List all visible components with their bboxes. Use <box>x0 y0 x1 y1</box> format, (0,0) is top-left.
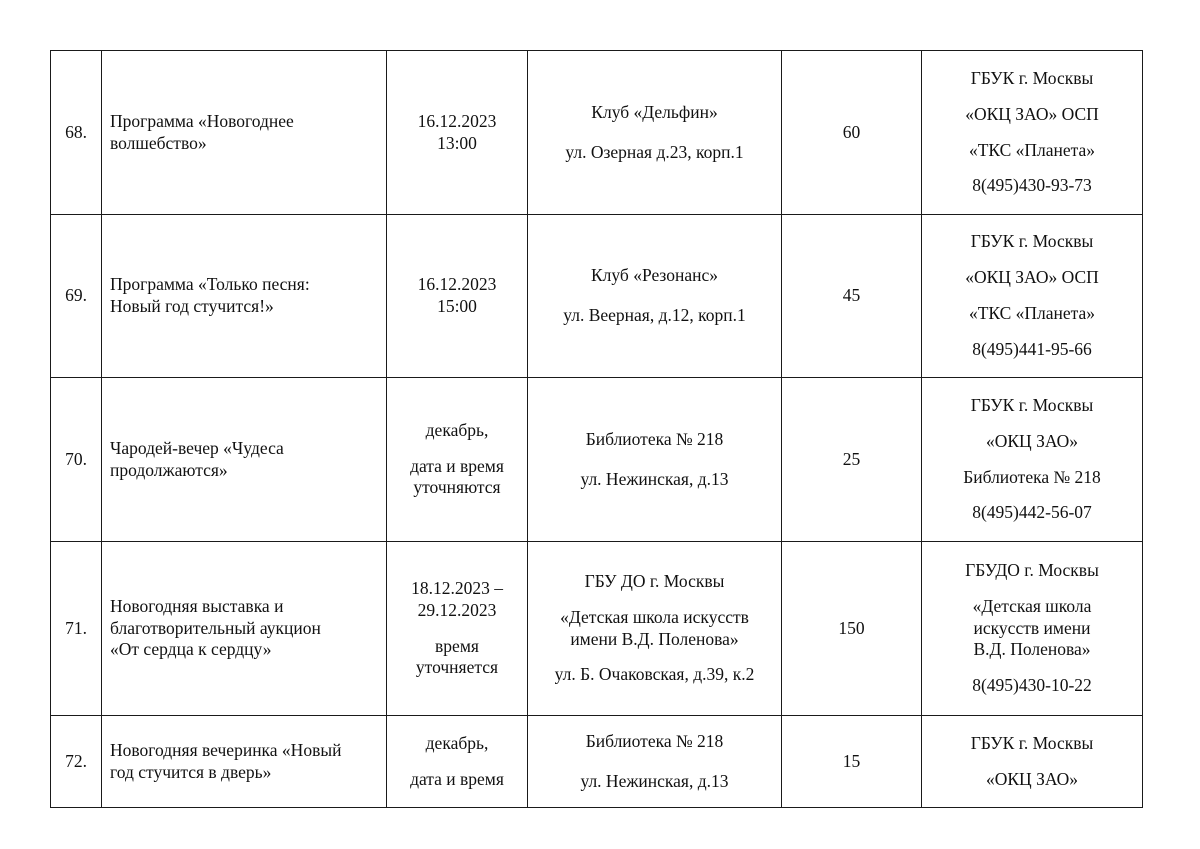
organizer-line: «ОКЦ ЗАО» ОСП <box>965 267 1099 288</box>
event-date-line: 18.12.2023 – <box>411 577 503 598</box>
event-date-line: дата и время <box>410 768 504 789</box>
event-place-line: ул. Озерная д.23, корп.1 <box>565 141 744 162</box>
participant-count: 150 <box>782 542 922 716</box>
event-title-line: Новый год стучится!» <box>110 296 274 316</box>
organizer <box>922 378 1143 542</box>
event-place-line: ул. Нежинская, д.13 <box>580 770 729 791</box>
event-date-line: уточняются <box>413 477 501 498</box>
organizer-line: ГБУК г. Москвы <box>970 732 1094 753</box>
event-title-line: Программа «Только песня: <box>110 274 310 295</box>
event-place-line: имени В.Д. Поленова» <box>570 628 739 649</box>
event-date-line: декабрь, <box>425 732 489 753</box>
row-number: 70. <box>51 378 102 542</box>
organizer-line: ГБУК г. Москвы <box>970 231 1094 252</box>
row-number: 71. <box>51 542 102 716</box>
event-date-line: 13:00 <box>437 132 477 153</box>
event-title-line: Новогодняя вечеринка «Новый <box>110 739 342 760</box>
event-title <box>102 378 387 542</box>
row-number: 69. <box>51 215 102 378</box>
organizer-line: 8(495)442-56-07 <box>972 502 1092 523</box>
organizer-line: Библиотека № 218 <box>963 466 1101 487</box>
event-place <box>528 716 782 808</box>
event-date-line: 16.12.2023 <box>417 274 497 295</box>
event-title-line: Программа «Новогоднее <box>110 110 294 131</box>
event-place-line: ул. Нежинская, д.13 <box>580 468 729 489</box>
organizer-line: 8(495)430-93-73 <box>972 175 1092 196</box>
event-date <box>387 716 528 808</box>
event-title <box>102 542 387 716</box>
event-place-line: Клуб «Дельфин» <box>591 101 718 122</box>
row-number: 72. <box>51 716 102 808</box>
organizer <box>922 51 1143 215</box>
organizer-line: «ОКЦ ЗАО» <box>986 430 1078 451</box>
organizer <box>922 215 1143 378</box>
organizer-line: «ТКС «Планета» <box>968 139 1096 160</box>
organizer-line: 8(495)430-10-22 <box>972 675 1092 696</box>
event-title-line: Чародей-вечер «Чудеса <box>110 437 284 458</box>
table-row <box>51 215 1143 378</box>
row-number: 68. <box>51 51 102 215</box>
event-date-line: уточняется <box>415 657 499 678</box>
participant-count: 45 <box>782 215 922 378</box>
event-title-line: волшебство» <box>110 132 207 153</box>
event-place <box>528 215 782 378</box>
organizer-line: ГБУК г. Москвы <box>970 394 1094 415</box>
event-date <box>387 378 528 542</box>
event-place-line: ул. Веерная, д.12, корп.1 <box>563 305 746 325</box>
events-table <box>50 50 1143 808</box>
event-place-line: Клуб «Резонанс» <box>590 265 718 286</box>
event-place-line: ГБУ ДО г. Москвы <box>584 570 725 591</box>
table-row <box>51 542 1143 716</box>
organizer-line: ГБУК г. Москвы <box>970 67 1094 88</box>
organizer-line: «ТКС «Планета» <box>968 303 1096 323</box>
table-row <box>51 716 1143 808</box>
event-date <box>387 215 528 378</box>
event-date <box>387 51 528 215</box>
event-date-line: 29.12.2023 <box>417 599 497 620</box>
event-title <box>102 716 387 808</box>
organizer-line: ГБУДО г. Москвы <box>965 559 1099 580</box>
event-place-line: «Детская школа искусств <box>560 606 749 627</box>
organizer-line: искусств имени <box>973 617 1091 638</box>
participant-count: 60 <box>782 51 922 215</box>
event-date-line: дата и время <box>410 455 504 476</box>
event-place-line: Библиотека № 218 <box>585 730 724 751</box>
event-date-line: 15:00 <box>437 296 477 316</box>
event-place <box>528 378 782 542</box>
event-place <box>528 542 782 716</box>
organizer-line: «ОКЦ ЗАО» ОСП <box>965 103 1099 124</box>
organizer <box>922 542 1143 716</box>
event-title-line: Новогодняя выставка и <box>110 595 284 616</box>
event-title <box>102 51 387 215</box>
organizer <box>922 716 1143 808</box>
event-place-line: Библиотека № 218 <box>585 428 724 449</box>
event-date <box>387 542 528 716</box>
event-title-line: «От сердца к сердцу» <box>110 639 272 660</box>
event-date-line: 16.12.2023 <box>417 110 497 131</box>
event-title <box>102 215 387 378</box>
event-title-line: продолжаются» <box>110 459 228 480</box>
event-date-line: декабрь, <box>425 419 489 440</box>
organizer-line: «ОКЦ ЗАО» <box>986 768 1078 789</box>
event-place <box>528 51 782 215</box>
table-row <box>51 51 1143 215</box>
participant-count: 15 <box>782 716 922 808</box>
table-row <box>51 378 1143 542</box>
event-date-line: время <box>435 635 479 656</box>
organizer-line: «Детская школа <box>972 595 1092 616</box>
event-place-line: ул. Б. Очаковская, д.39, к.2 <box>554 664 755 685</box>
event-title-line: благотворительный аукцион <box>110 617 321 638</box>
organizer-line: В.Д. Поленова» <box>973 639 1091 660</box>
organizer-line: 8(495)441-95-66 <box>972 338 1092 359</box>
event-title-line: год стучится в дверь» <box>110 761 272 782</box>
participant-count: 25 <box>782 378 922 542</box>
